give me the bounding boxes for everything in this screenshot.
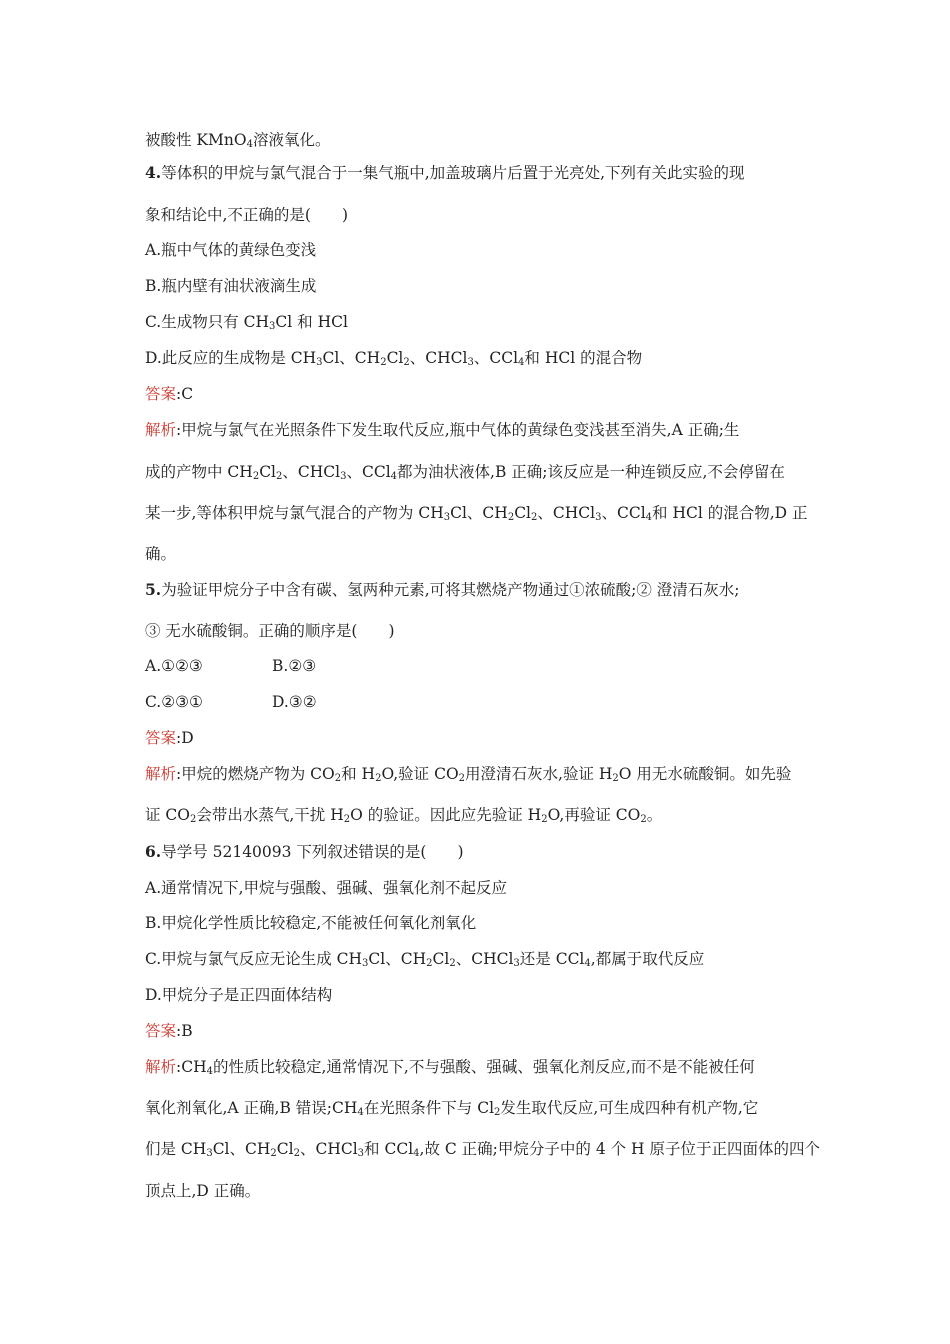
analysis-label: 解析 bbox=[145, 765, 177, 783]
q6-number: 6. bbox=[145, 842, 162, 861]
q4-option-b: B.瓶内壁有油状液滴生成 bbox=[145, 277, 317, 295]
q4-stem-line2: 象和结论中,不正确的是( ) bbox=[145, 206, 349, 224]
q6-option-a: A.通常情况下,甲烷与强酸、强碱、强氧化剂不起反应 bbox=[145, 879, 508, 897]
intro-line: 被酸性 KMnO$_4$溶液氧化。 bbox=[145, 131, 331, 150]
analysis-label: 解析 bbox=[145, 421, 177, 439]
q5-analysis-line2: 证 $CO_2$会带出水蒸气,干扰 $H_2O$ 的验证。因此应先验证 $H_2O$,再验证 $CO_2$。 bbox=[145, 806, 663, 825]
analysis-label: 解析 bbox=[145, 1058, 177, 1076]
q6-analysis-line4: 顶点上,D 正确。 bbox=[145, 1182, 261, 1200]
q4-option-a: A.瓶中气体的黄绿色变浅 bbox=[145, 241, 317, 259]
q5-option-c: C.②③① bbox=[145, 693, 203, 711]
q6-answer: 答案:B bbox=[145, 1022, 193, 1040]
q6-stem-line1: 6.导学号 52140093 下列叙述错误的是( ) bbox=[145, 842, 464, 861]
q4-analysis-line4: 确。 bbox=[145, 545, 177, 563]
q5-stem-line1: 5.为验证甲烷分子中含有碳、氢两种元素,可将其燃烧产物通过①浓硫酸;② 澄清石灰水; bbox=[145, 580, 740, 599]
q6-option-b: B.甲烷化学性质比较稳定,不能被任何氧化剂氧化 bbox=[145, 914, 477, 932]
q5-answer: 答案:D bbox=[145, 729, 194, 747]
q4-analysis-line3: 某一步,等体积甲烷与氯气混合的产物为 $CH_3Cl$、$CH_2Cl_2$、CHCl$_3$、CCl$_4$和 HCl 的混合物,D 正 bbox=[145, 504, 808, 523]
q5-analysis-line1: 解析:甲烷的燃烧产物为 $CO_2$和 $H_2O$,验证 $CO_2$用澄清石灰水,验证 $H_2O$ 用无水硫酸铜。如先验 bbox=[145, 765, 792, 784]
q6-analysis-line1: 解析$:CH_4$的性质比较稳定,通常情况下,不与强酸、强碱、强氧化剂反应,而不是不能被任何 bbox=[145, 1058, 755, 1077]
answer-label: 答案 bbox=[145, 729, 177, 747]
q4-option-c: C.生成物只有 $CH_3Cl$ 和 HCl bbox=[145, 313, 348, 332]
q4-analysis-line2: 成的产物中 $CH_2Cl_2$、CHCl$_3$、CCl$_4$都为油状液体,B 正确;该反应是一种连锁反应,不会停留在 bbox=[145, 463, 785, 482]
answer-label: 答案 bbox=[145, 1022, 177, 1040]
q5-number: 5. bbox=[145, 580, 162, 599]
q4-option-d: D.此反应的生成物是 $CH_3Cl$、$CH_2Cl_2$、CHCl$_3$、CCl$_4$和 HCl 的混合物 bbox=[145, 349, 643, 368]
q5-option-a: A.①②③ bbox=[145, 657, 203, 675]
q6-option-c: C.甲烷与氯气反应无论生成 $CH_3Cl$、$CH_2Cl_2$、CHCl$_3$还是 CCl$_4$,都属于取代反应 bbox=[145, 950, 705, 969]
q6-analysis-line3: 们是 $CH_3Cl$、$CH_2Cl_2$、CHCl$_3$和 CCl$_4$,故 C 正确;甲烷分子中的 4 个 H 原子位于正四面体的四个 bbox=[145, 1140, 820, 1159]
q6-option-d: D.甲烷分子是正四面体结构 bbox=[145, 986, 333, 1004]
q4-analysis-line1: 解析:甲烷与氯气在光照条件下发生取代反应,瓶中气体的黄绿色变浅甚至消失,A 正确;生 bbox=[145, 421, 740, 439]
q4-number: 4. bbox=[145, 163, 162, 182]
q5-stem-line2: ③ 无水硫酸铜。正确的顺序是( ) bbox=[145, 622, 395, 640]
q5-option-b: B.②③ bbox=[272, 657, 317, 675]
q6-analysis-line2: 氧化剂氧化,A 正确,B 错误$;CH_4$在光照条件下与 $Cl_2$发生取代反应,可生成四种有机产物,它 bbox=[145, 1099, 759, 1118]
q4-answer: 答案:C bbox=[145, 385, 194, 403]
q5-option-d: D.③② bbox=[272, 693, 317, 711]
q4-stem-line1: 4.等体积的甲烷与氯气混合于一集气瓶中,加盖玻璃片后置于光亮处,下列有关此实验的现 bbox=[145, 163, 745, 182]
answer-label: 答案 bbox=[145, 385, 177, 403]
